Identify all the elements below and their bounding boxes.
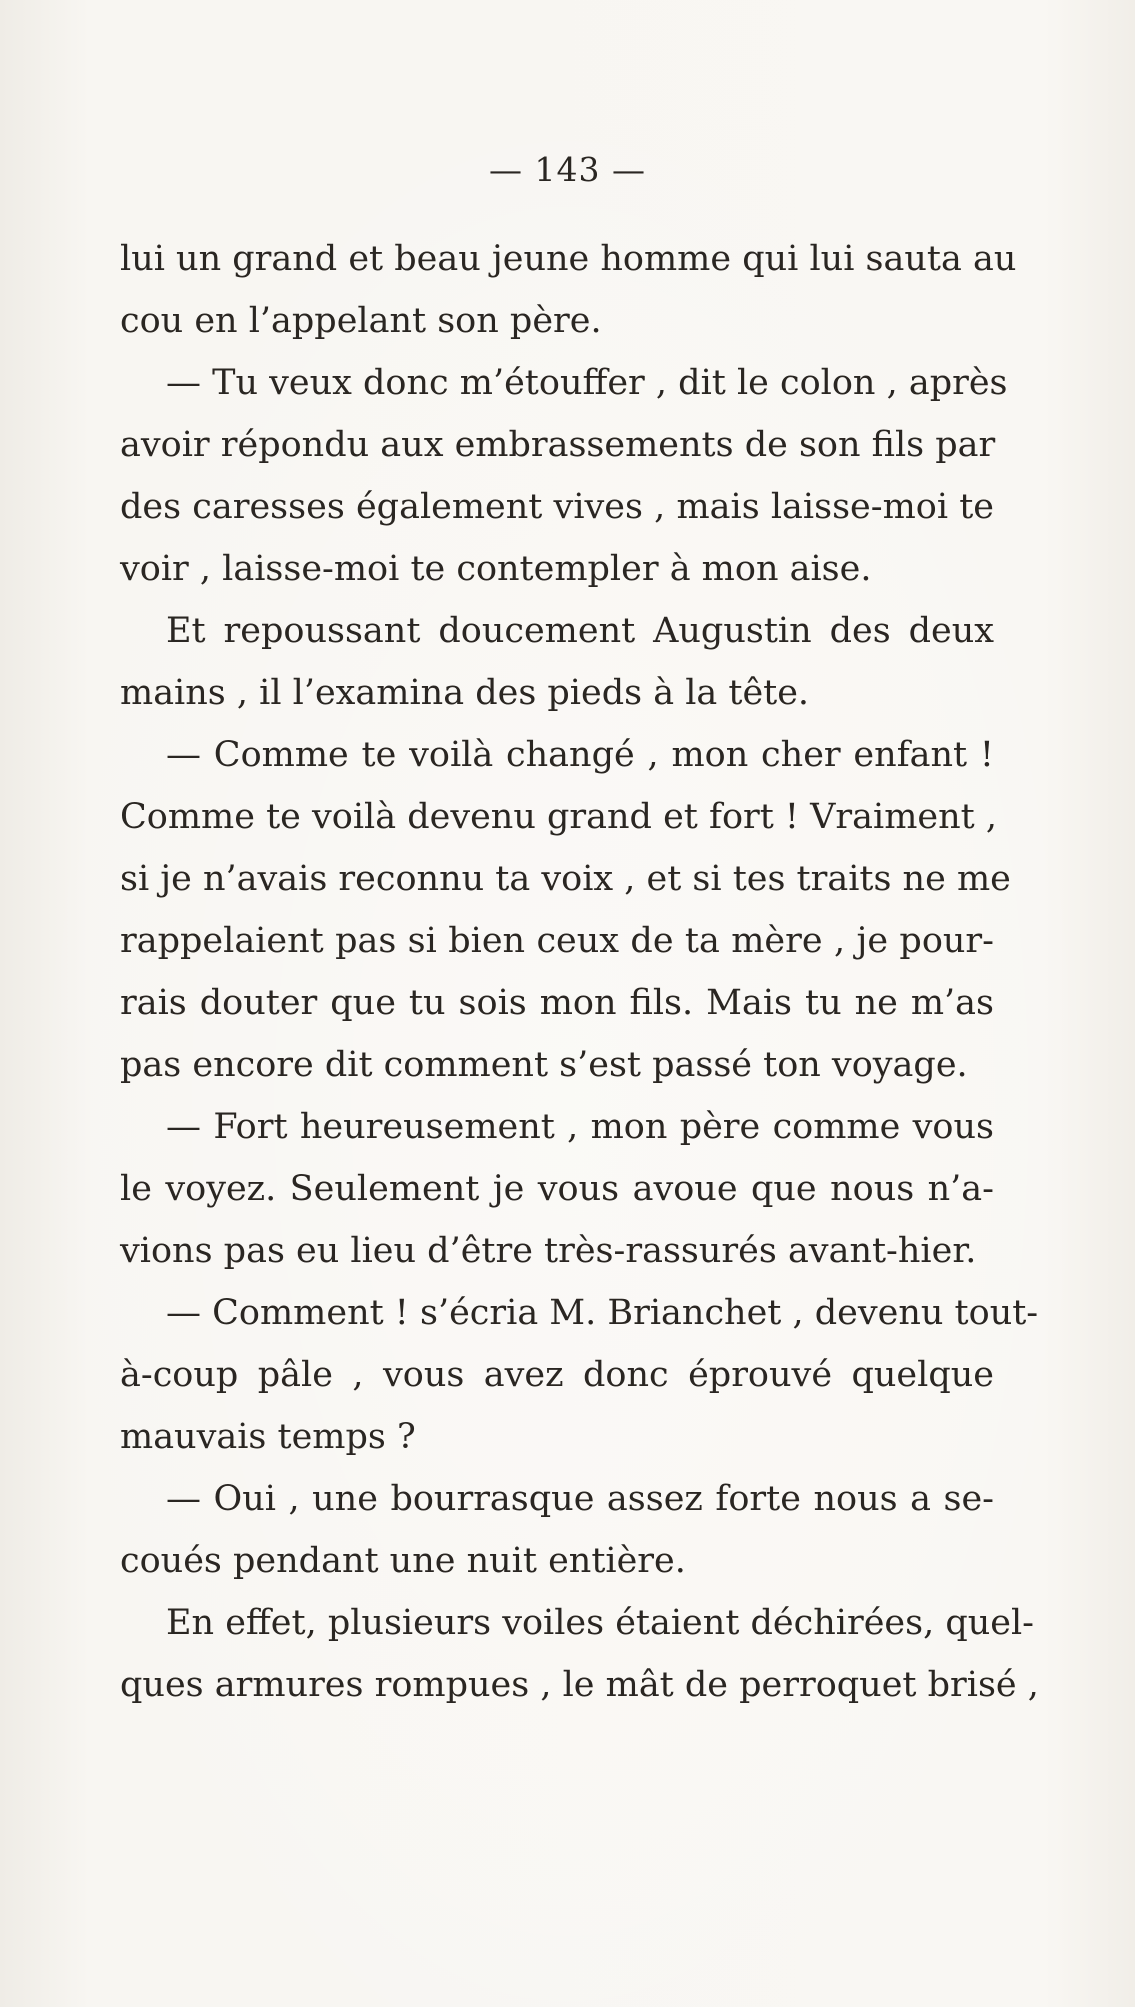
text-line: voir , laisse-moi te contempler à mon aise. — [120, 549, 872, 589]
text-line: rais douter que tu sois mon fils. Mais tu ne m’as — [120, 983, 994, 1023]
page-number: — 143 — — [489, 150, 646, 189]
text-line: En effet, plusieurs voiles étaient déchirées, quel- — [166, 1603, 1035, 1643]
text-line: à-coup pâle , vous avez donc éprouvé quelque — [120, 1355, 994, 1395]
text-line: des caresses également vives , mais laisse-moi te — [120, 487, 994, 527]
text-line: ques armures rompues , le mât de perroquet brisé , — [120, 1665, 1039, 1705]
text-line: Comme te voilà devenu grand et fort ! Vraiment , — [120, 797, 997, 837]
text-line: le voyez. Seulement je vous avoue que nous n’a- — [120, 1169, 994, 1209]
text-line: vions pas eu lieu d’être très-rassurés avant-hier. — [120, 1231, 977, 1271]
text-line: mauvais temps ? — [120, 1417, 416, 1457]
text-line: — Comme te voilà changé , mon cher enfant ! — [166, 735, 994, 775]
body-text — [120, 228, 1039, 1716]
text-line: — Oui , une bourrasque assez forte nous a se- — [166, 1479, 994, 1519]
text-line: Et repoussant doucement Augustin des deux — [166, 611, 994, 651]
text-line: — Comment ! s’écria M. Brianchet , devenu tout- — [166, 1293, 1039, 1333]
text-line: — Fort heureusement , mon père comme vous — [166, 1107, 994, 1147]
text-line: rappelaient pas si bien ceux de ta mère , je pour- — [120, 921, 994, 961]
text-line: lui un grand et beau jeune homme qui lui sauta au — [120, 239, 1017, 279]
text-line: mains , il l’examina des pieds à la tête. — [120, 673, 810, 713]
text-line: avoir répondu aux embrassements de son fils par — [120, 425, 996, 465]
text-line: si je n’avais reconnu ta voix , et si tes traits ne me — [120, 859, 1011, 899]
text-line: pas encore dit comment s’est passé ton voyage. — [120, 1045, 968, 1085]
text-line: — Tu veux donc m’étouffer , dit le colon , après — [166, 363, 1008, 403]
text-line: cou en l’appelant son père. — [120, 301, 602, 341]
text-line: coués pendant une nuit entière. — [120, 1541, 686, 1581]
